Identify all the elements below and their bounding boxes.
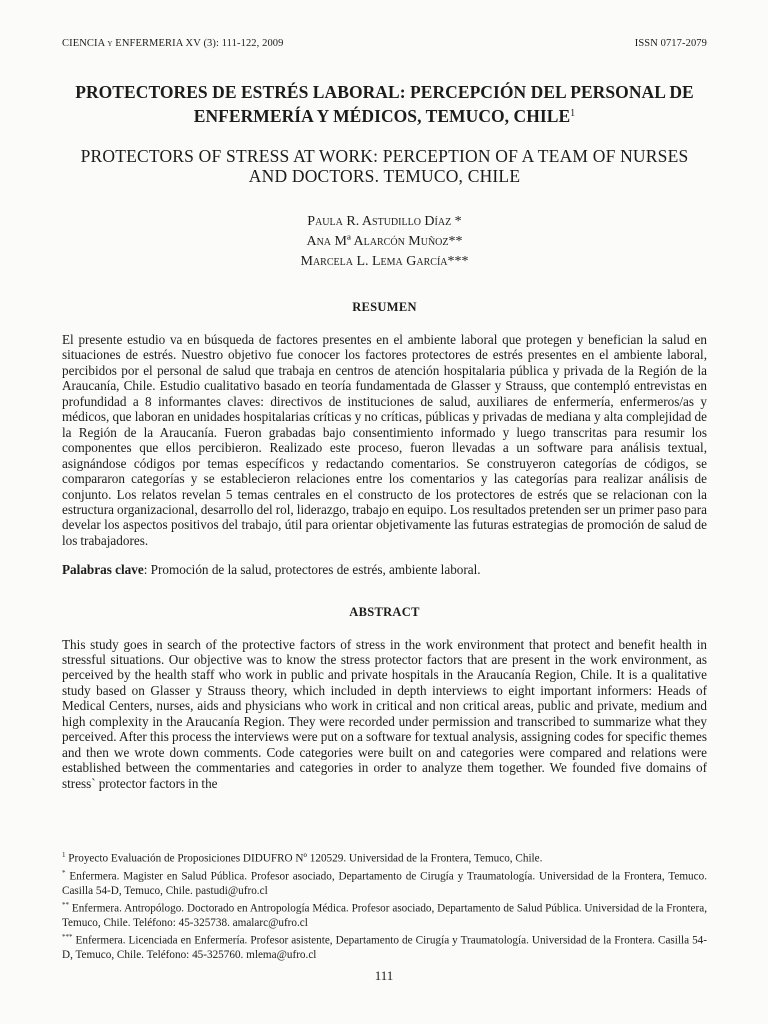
abstract-text: This study goes in search of the protective factors of stress in the work environment that protect and benefit health in stressful situations. Our objective was to know the stress protector factors that are present in the work environment, as perceived by the health staff who work in public and private hospitals in the Araucanía Region, Chile. It is a qualitative study based on Glasser y Strauss theory, which included in depth interviews to eight important informers: Heads of Medical Centers, nurses, aids and physicians who work in critical and non critical areas, public and private, medium and high complexity in the Araucanía Region. They were recorded under permission and transcribed to summarize what they perceived. After this process the interviews were put on a software for textual analysis, assigning codes for specific themes and then we wrote down comments. Code categories were built on and categories were compared and relations were established between the commentaries and categories in order to analyze them together. We founded five domains of stress` protector factors in the (62, 636, 707, 791)
issn: ISSN 0717-2079 (634, 38, 707, 49)
author: Paula R. Astudillo Díaz * (307, 214, 462, 229)
resumen-heading: RESUMEN (352, 300, 417, 314)
footnote-text: Enfermera. Licenciada en Enfermería. Profesor asistente, Departamento de Cirugía y Traumatología. Universidad de la Frontera. Casilla 54-D, Temuco, Chile. Teléfono: 45-325760. mlema@ufro.cl (62, 934, 708, 961)
title-spanish (62, 82, 707, 127)
author-list (62, 212, 707, 272)
title-spanish-text: PROTECTORES DE ESTRÉS LABORAL: PERCEPCIÓN DEL PERSONAL DE ENFERMERÍA Y MÉDICOS, TEMUCO, CHILE (75, 82, 694, 126)
footnote-mark: *** (62, 932, 73, 941)
footnote (62, 930, 707, 962)
keywords (62, 562, 707, 578)
author: Marcela L. Lema García*** (300, 254, 469, 269)
footnote-text: Proyecto Evaluación de Proposiciones DIDUFRO Nº 120529. Universidad de la Frontera, Temuco, Chile. (68, 852, 543, 865)
journal-citation: CIENCIA y ENFERMERIA XV (3): 111-122, 2009 (62, 38, 284, 49)
page-number: 111 (374, 968, 394, 983)
footnote-text: Enfermera. Antropólogo. Doctorado en Antropología Médica. Profesor asociado, Departamento de Salud Pública. Universidad de la Frontera, Temuco, Chile. Teléfono: 45-325738. amalarc@ufro.cl (62, 902, 708, 929)
footnote (62, 848, 707, 866)
footnote-text: Enfermera. Magister en Salud Pública. Profesor asociado, Departamento de Cirugía y Traumatología. Universidad de la Frontera, Temuco. Casilla 54-D, Temuco, Chile. pastudi@ufro.cl (62, 870, 707, 897)
article-page (62, 38, 707, 804)
footnote-mark: ** (62, 900, 69, 909)
running-header (62, 38, 707, 49)
title-english: PROTECTORS OF STRESS AT WORK: PERCEPTION OF A TEAM OF NURSES AND DOCTORS. TEMUCO, CHILE (80, 146, 689, 186)
footnote-mark: 1 (62, 851, 66, 859)
title-footnote-mark: 1 (570, 108, 576, 119)
resumen-text: El presente estudio va en búsqueda de factores presentes en el ambiente laboral que protegen y benefician la salud en situaciones de estrés. Nuestro objetivo fue conocer los factores protectores de estrés presentes en el ambiente laboral, percibidos por el personal de salud que trabaja en centros de atención hospitalaria pública y privada de la Región de la Araucanía, Chile. Estudio cualitativo basado en teoría fundamentada de Glasser y Strauss, que contempló entrevistas en profundidad a 8 informantes claves: directivos de instituciones de salud, auxiliares de enfermería, enfermeros/as y médicos, que laboran en unidades hospitalarias críticas y no críticas, públicas y privadas de mediana y alta complejidad de la Región de la Araucanía. Fueron grabadas bajo consentimiento informado y luego transcritas para resumir los componentes que ellos percibieron. Realizado este proceso, fueron llevadas a un software para análisis textual, asignándose códigos por temas específicos y redactando comentarios. Se construyeron categorías de códigos, se compararon categorías y se establecieron relaciones entre los comentarios y las categorías para realizar análisis de conjunto. Los relatos revelan 5 temas centrales en el constructo de los protectores de estrés que se relacionan con la estructura organizacional, desarrollo del rol, liderazgo, trabajo en equipo. Los resultados pretenden ser un primer paso para develar los aspectos positivos del trabajo, útil para orientar objetivamente las futuras estrategias de promoción de salud de los trabajadores. (62, 332, 707, 548)
footnotes (62, 848, 707, 962)
footnote (62, 898, 707, 930)
author: Ana Mª Alarcón Muñoz** (306, 234, 463, 249)
keywords-label: Palabras clave (62, 561, 144, 577)
footnote (62, 866, 707, 898)
footnote-mark: * (62, 868, 66, 877)
abstract-heading: ABSTRACT (349, 604, 420, 619)
keywords-text: : Promoción de la salud, protectores de estrés, ambiente laboral. (143, 561, 481, 577)
